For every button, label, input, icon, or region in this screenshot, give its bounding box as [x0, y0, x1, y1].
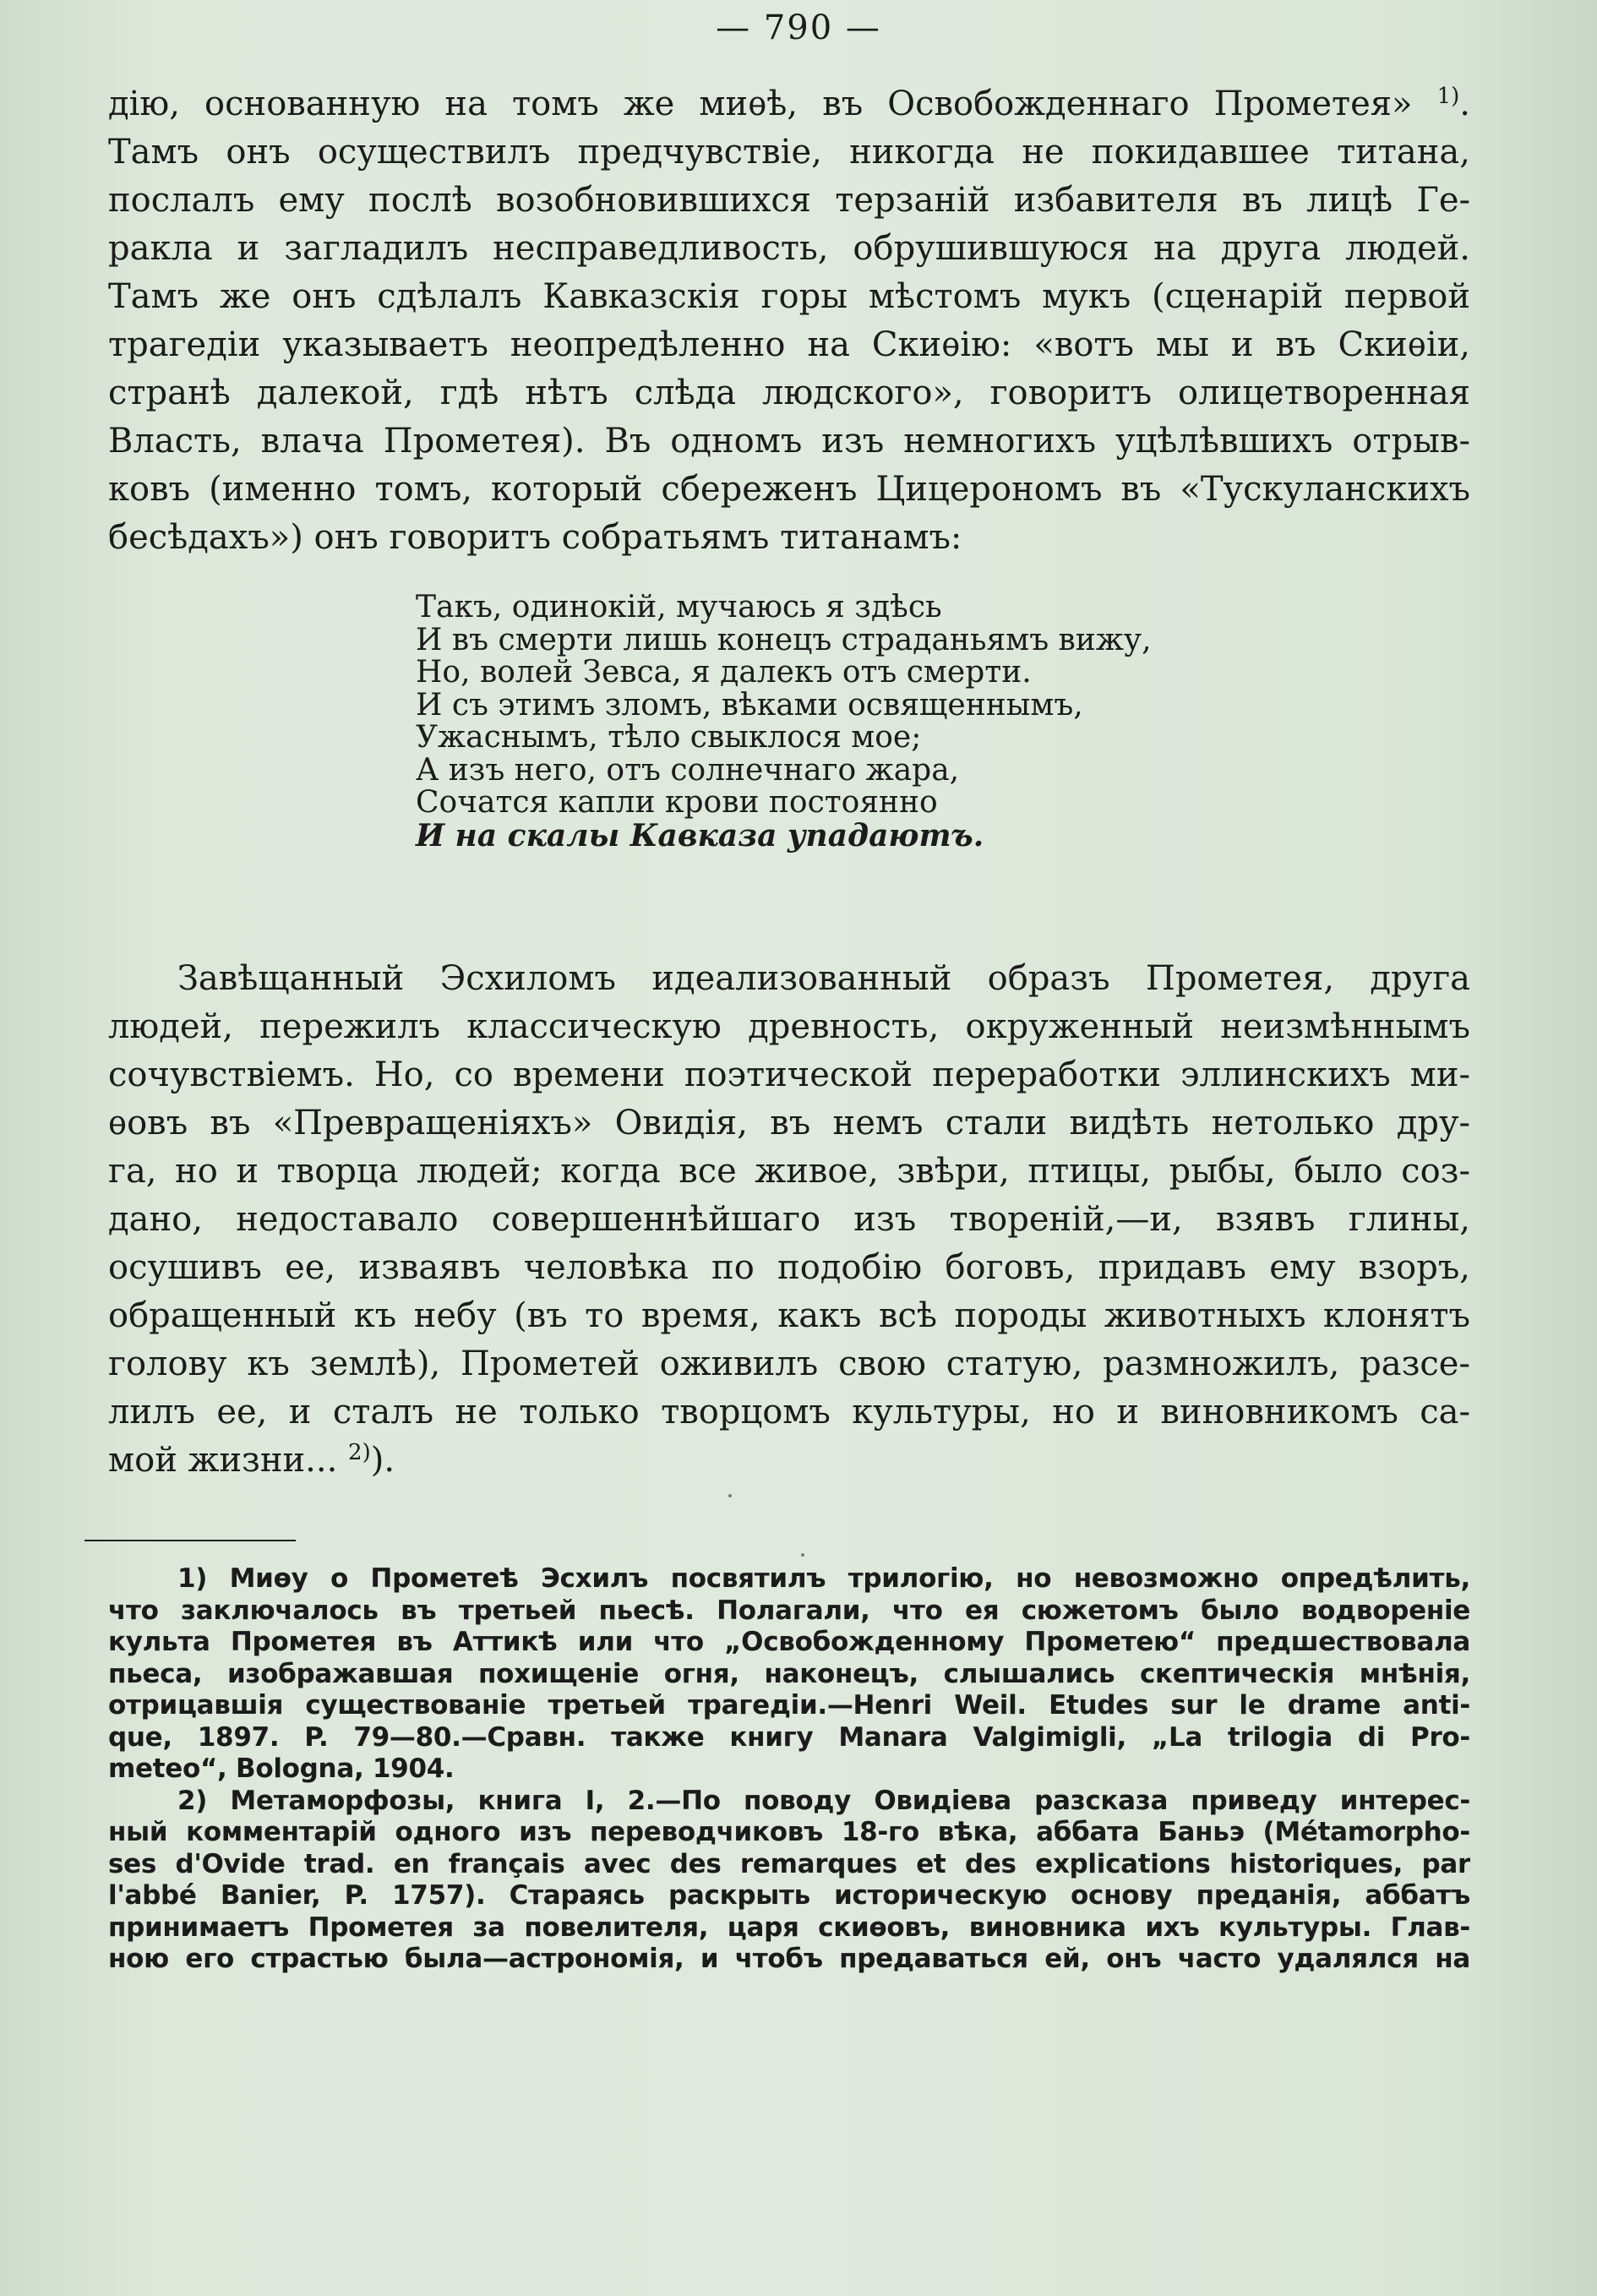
- poem-line: И въ смерти лишь конецъ страданьямъ вижу,: [416, 622, 1152, 657]
- print-speck: [728, 1494, 732, 1497]
- footnote-line: l'abbé Banier, P. 1757). Стараясь раскрыть историческую основу преданія, аббатъ: [108, 1880, 1470, 1911]
- text-line: осушивъ ее, изваявъ человѣка по подобію боговъ, придавъ ему взоръ,: [108, 1248, 1470, 1287]
- footnote-2: [108, 1786, 1470, 1976]
- footnote-line: ною его страстью была—астрономія, и чтобъ предаваться ей, онъ часто удалялся на: [108, 1944, 1470, 1974]
- footnote-line: культа Прометея въ Аттикѣ или что „Освобожденному Прометею“ предшествовала: [108, 1627, 1470, 1657]
- footnote-line: 2) Метаморфозы, книга I, 2.—По поводу Овидіева разсказа приведу интерес-: [177, 1785, 1470, 1816]
- poem-line: И на скалы Кавказа упадаютъ.: [416, 817, 984, 854]
- paragraph-1: [108, 80, 1470, 562]
- footnote-line: ses d'Ovide trad. en français avec des remarques et des explications historiques, par: [108, 1848, 1470, 1879]
- footnote-separator: [84, 1540, 296, 1541]
- text-line-content: трагедіи указываетъ неопредѣленно на Скиѳію: «вотъ мы и въ Скиѳіи,: [108, 325, 1470, 364]
- text-line: голову къ землѣ), Прометей оживилъ свою статую, размножилъ, разсе-: [108, 1344, 1470, 1383]
- footnote-line: 1) Миѳу о Прометеѣ Эсхилъ посвятилъ трилогію, но невозможно опредѣлить,: [177, 1563, 1470, 1594]
- footnote-line: ный комментарій одного изъ переводчиковъ 18-го вѣка, аббата Баньэ (Métamorpho-: [108, 1817, 1470, 1847]
- text-line: Тамъ же онъ сдѣлалъ Кавказскія горы мѣстомъ мукъ (сценарій первой: [108, 277, 1470, 316]
- text-line: ракла и загладилъ несправедливость, обрушившуюся на друга людей.: [108, 229, 1470, 268]
- paragraph-2: [108, 955, 1470, 1485]
- poem-line: А изъ него, отъ солнечнаго жара,: [416, 752, 960, 788]
- poem-quotation: [416, 592, 1152, 852]
- page-number: — 790 —: [716, 8, 881, 47]
- text-line: ковъ (именно томъ, который сбереженъ Цицерономъ въ «Тускуланскихъ: [108, 470, 1470, 509]
- text-line: бесѣдахъ») онъ говоритъ собратьямъ титанамъ:: [108, 518, 962, 557]
- footnote-line: que, 1897. P. 79—80.—Сравн. также книгу Manara Valgimigli, „La trilogia di Pro-: [108, 1721, 1470, 1753]
- poem-line: Сочатся капли крови постоянно: [416, 785, 938, 820]
- text-line: Власть, влача Прометея). Въ одномъ изъ немногихъ уцѣлѣвшихъ отрыв-: [108, 422, 1470, 461]
- print-speck: [801, 1553, 804, 1557]
- text-line: лилъ ее, и сталъ не только творцомъ культуры, но и виновникомъ са-: [108, 1393, 1470, 1432]
- text-line: га, но и творца людей; когда все живое, звѣри, птицы, рыбы, было соз-: [108, 1152, 1470, 1191]
- text-line: дію, основанную на томъ же миѳѣ, въ Освобожденнаго Прометея» $^{1)}$.: [108, 84, 1470, 123]
- text-line-content: дію, основанную на томъ же миѳѣ, въ Освобожденнаго Прометея»: [108, 85, 1413, 123]
- text-line: [108, 321, 1470, 369]
- text-line: сочувствіемъ. Но, со времени поэтической переработки эллинскихъ ми-: [108, 1055, 1470, 1094]
- text-line: дано, недоставало совершеннѣйшаго изъ твореній,—и, взявъ глины,: [108, 1200, 1470, 1239]
- text-line: людей, пережилъ классическую древность, окруженный неизмѣннымъ: [108, 1007, 1470, 1046]
- text-line: ѳовъ въ «Превращеніяхъ» Овидія, въ немъ стали видѣть нетолько дру-: [108, 1104, 1470, 1143]
- footnote-line: что заключалось въ третьей пьесѣ. Полагали, что ея сюжетомъ было водвореніе: [108, 1595, 1470, 1626]
- footnote-line: пьеса, изображавшая похищеніе огня, наконецъ, слышались скептическія мнѣнія,: [108, 1658, 1470, 1689]
- poem-line: Такъ, одинокій, мучаюсь я здѣсь: [416, 590, 942, 624]
- footnote-line: принимаетъ Прометея за повелителя, царя скиѳовъ, виновника ихъ культуры. Глав-: [108, 1912, 1470, 1943]
- poem-line: И съ этимъ зломъ, вѣками освященнымъ,: [416, 687, 1083, 723]
- text-line-content: мой жизни...: [108, 1441, 338, 1480]
- footnotes: [108, 1563, 1470, 1976]
- text-line: Тамъ онъ осуществилъ предчувствіе, никогда не покидавшее титана,: [108, 133, 1470, 172]
- text-line: мой жизни... $^{2)}$).: [108, 1440, 395, 1480]
- text-line: обращенный къ небу (въ то время, какъ всѣ породы животныхъ клонятъ: [108, 1296, 1470, 1335]
- text-line: послалъ ему послѣ возобновившихся терзаній избавителя въ лицѣ Ге-: [108, 181, 1470, 220]
- poem-line: Ужаснымъ, тѣло свыклося мое;: [416, 720, 922, 755]
- footnote-line: meteo“, Bologna, 1904.: [108, 1753, 455, 1784]
- footnote-line: отрицавшія существованіе третьей трагедіи.—Henri Weil. Etudes sur le drame anti-: [108, 1690, 1470, 1721]
- poem-line: Но, волей Зевса, я далекъ отъ смерти.: [416, 655, 1032, 690]
- footnote-ref-2: 2): [348, 1440, 371, 1465]
- text-line: странѣ далекой, гдѣ нѣтъ слѣда людского», говоритъ олицетворенная: [108, 374, 1470, 412]
- footnote-ref-1: 1): [1436, 84, 1460, 109]
- footnote-1: [108, 1563, 1470, 1786]
- text-line: Завѣщанный Эсхиломъ идеализованный образъ Прометея, друга: [177, 959, 1470, 998]
